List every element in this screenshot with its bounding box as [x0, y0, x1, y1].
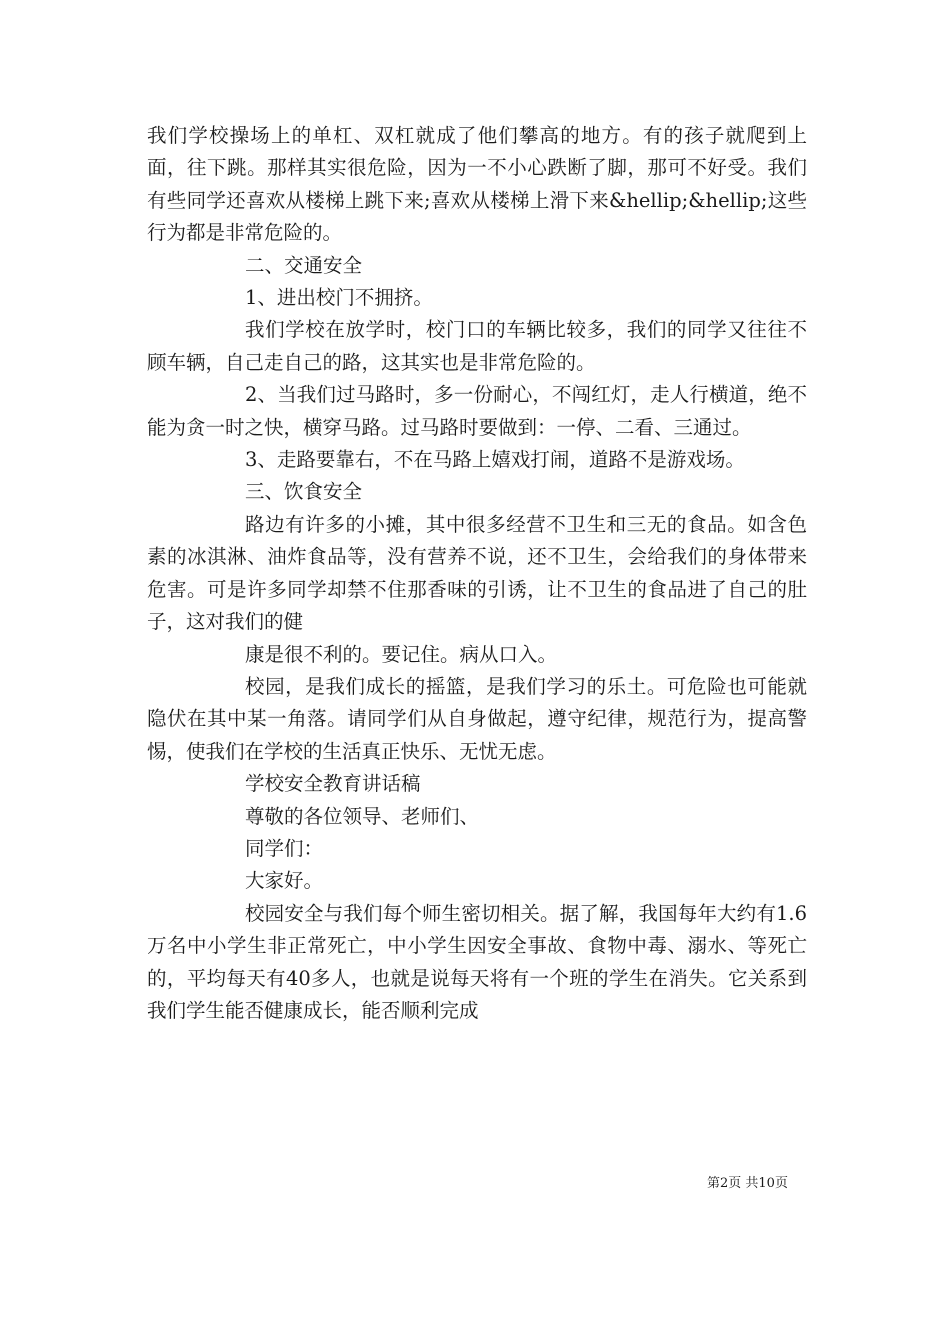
- paragraph-campus-safety-stats: 校园安全与我们每个师生密切相关。据了解，我国每年大约有1.6万名中小学生非正常死亡，中小学生因安全事故、食物中毒、溺水、等死亡的，平均每天有40多人，也就是说每天将有一个班的学生在消失。它关系到我们学生能否健康成长，能否顺利完成: [147, 901, 807, 1022]
- heading-traffic-safety: 二、交通安全: [245, 253, 363, 277]
- heading-food-safety: 三、饮食安全: [245, 480, 363, 504]
- document-body: [147, 120, 807, 1027]
- item-keep-right: 3、走路要靠右，不在马路上嬉戏打闹，道路不是游戏场。: [245, 448, 745, 472]
- paragraph-street-food: 路边有许多的小摊，其中很多经营不卫生和三无的食品。如含色素的冰淇淋、油炸食品等，没有营养不说，还不卫生，会给我们的身体带来危害。可是许多同学却禁不住那香味的引诱，让不卫生的食品进了自己的肚子，这对我们的健: [147, 512, 807, 634]
- salutation-leaders: 尊敬的各位领导、老师们、: [245, 804, 480, 828]
- paragraph-school-gate-vehicles: 我们学校在放学时，校门口的车辆比较多，我们的同学又往往不顾车辆，自己走自己的路，这其实也是非常危险的。: [147, 318, 807, 374]
- speech-title: 学校安全教育讲话稿: [245, 772, 421, 796]
- greeting: 大家好。: [245, 869, 324, 893]
- item-school-gate: 1、进出校门不拥挤。: [245, 286, 433, 310]
- paragraph-health-note: 康是很不利的。要记住。病从口入。: [245, 642, 558, 666]
- salutation-students: 同学们：: [245, 836, 324, 860]
- paragraph-playground-danger: 我们学校操场上的单杠、双杠就成了他们攀高的地方。有的孩子就爬到上面，往下跳。那样其实很危险，因为一不小心跌断了脚，那可不好受。我们有些同学还喜欢从楼梯上跳下来;喜欢从楼梯上滑下来&hellip;&hellip;这些行为都是非常危险的。: [147, 124, 807, 245]
- item-crossing-road: 2、当我们过马路时，多一份耐心，不闯红灯，走人行横道，绝不能为贪一时之快，横穿马路。过马路时要做到：一停、二看、三通过。: [147, 383, 807, 439]
- paragraph-campus-conclusion: 校园，是我们成长的摇篮，是我们学习的乐土。可危险也可能就隐伏在其中某一角落。请同学们从自身做起，遵守纪律，规范行为，提高警惕，使我们在学校的生活真正快乐、无忧无虑。: [147, 674, 807, 763]
- page-number-footer: 第2页 共10页: [707, 1176, 788, 1191]
